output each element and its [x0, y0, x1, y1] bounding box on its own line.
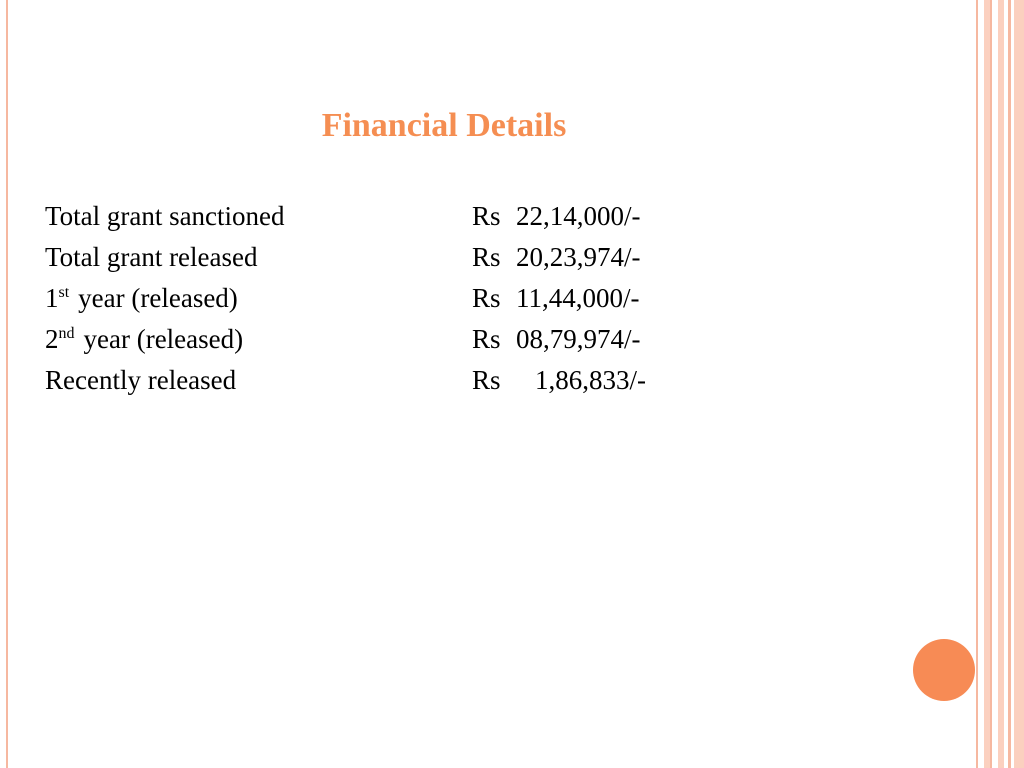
detail-row-first-year — [45, 278, 745, 319]
row-label — [45, 319, 243, 360]
row-label: Recently released — [45, 365, 237, 395]
row-amount: 22,14,000/- — [516, 201, 641, 231]
row-label: Total grant sanctioned — [45, 201, 285, 231]
right-border-stripe — [1008, 0, 1011, 768]
detail-row-total-sanctioned — [45, 196, 745, 237]
row-currency: Rs — [472, 283, 501, 313]
row-label-text: year (released) — [78, 283, 238, 313]
row-label — [45, 278, 238, 319]
right-border-stripe — [976, 0, 978, 768]
row-currency: Rs — [472, 201, 501, 231]
row-label-number: 1 — [45, 283, 59, 313]
row-label-number: 2 — [45, 324, 59, 354]
row-amount: 08,79,974/- — [516, 324, 641, 354]
row-currency: Rs — [472, 242, 501, 272]
row-currency: Rs — [472, 324, 501, 354]
detail-row-second-year — [45, 319, 745, 360]
decorative-circle — [913, 639, 975, 701]
row-currency: Rs — [472, 365, 501, 395]
detail-row-total-released — [45, 237, 745, 278]
right-border-stripe — [1014, 0, 1024, 768]
row-amount: 11,44,000/- — [516, 283, 640, 313]
row-amount: 1,86,833/- — [535, 365, 646, 395]
slide-title: Financial Details — [321, 107, 567, 144]
financial-details-list — [45, 196, 745, 401]
row-label-ordinal: nd — [58, 325, 75, 342]
row-label: Total grant released — [45, 242, 258, 272]
row-amount: 20,23,974/- — [516, 242, 641, 272]
detail-row-recently-released — [45, 360, 745, 401]
right-border-stripe — [990, 0, 992, 768]
row-label-ordinal: st — [58, 284, 70, 301]
row-label-text: year (released) — [83, 324, 244, 354]
right-border-stripe — [998, 0, 1004, 768]
